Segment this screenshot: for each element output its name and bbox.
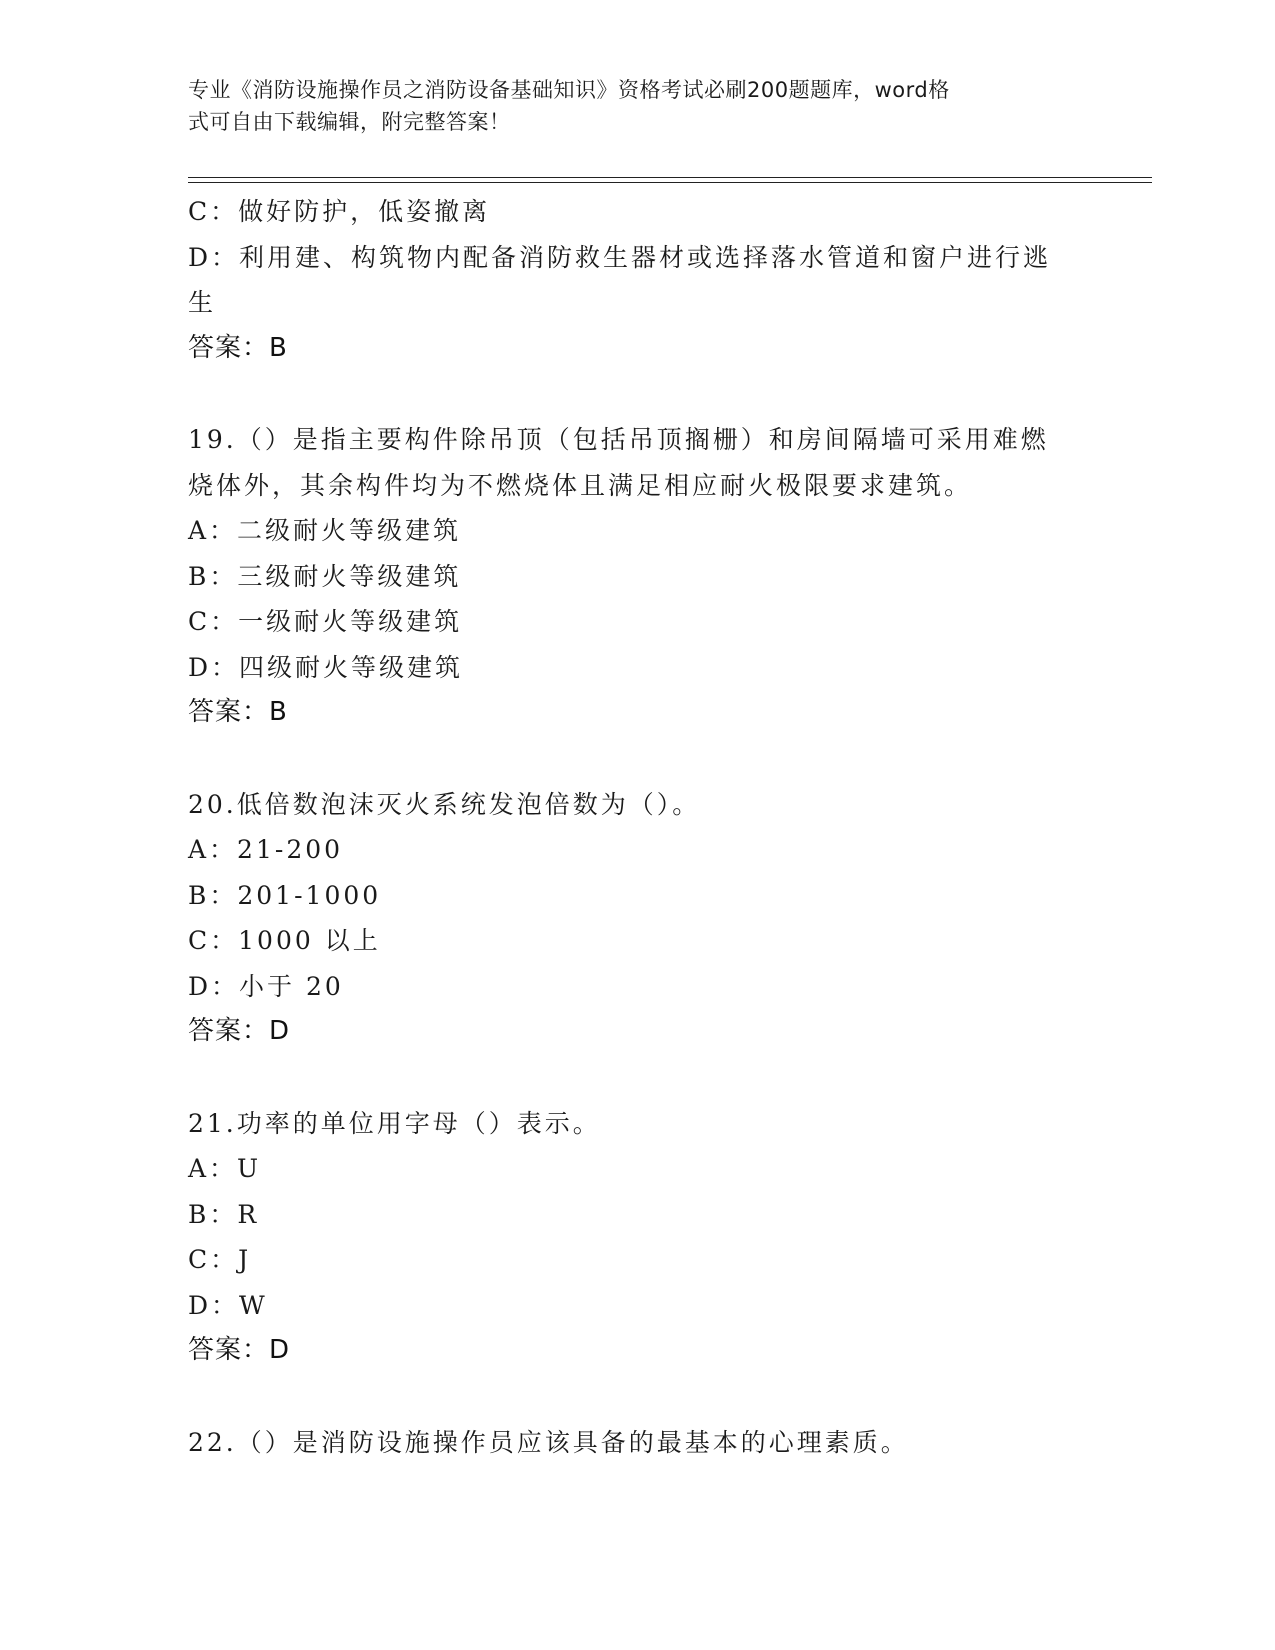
question-list: [188, 189, 1088, 1465]
header-divider-bottom: [188, 182, 1152, 183]
question-19: [188, 417, 1088, 736]
answer: 答案：D: [188, 1335, 291, 1365]
option-b: B：R: [188, 1199, 260, 1229]
question-gap: [188, 371, 1088, 417]
answer: 答案：B: [188, 332, 288, 363]
answer: 答案：D: [188, 1016, 291, 1046]
question-22: [188, 1420, 1088, 1466]
header-line-1: 专业《消防设施操作员之消防设备基础知识》资格考试必刷200题题库，word格: [188, 78, 950, 102]
option-c: C：一级耐火等级建筑: [188, 607, 463, 636]
document-header: [188, 74, 1068, 138]
question-gap: [188, 1374, 1088, 1420]
option-a: A：21-200: [188, 835, 344, 864]
option-d: D：利用建、构筑物内配备消防救生器材或选择落水管道和窗户进行逃: [188, 242, 1052, 272]
answer: 答案：B: [188, 697, 288, 727]
option-a: A：U: [188, 1154, 262, 1183]
question-gap: [188, 1055, 1088, 1101]
option-b: B：201-1000: [188, 880, 382, 910]
option-b: B：三级耐火等级建筑: [188, 561, 462, 591]
question-stem: 21.功率的单位用字母（）表示。: [188, 1108, 601, 1138]
option-c: C：做好防护，低姿撤离: [188, 197, 491, 226]
option-d: D：四级耐火等级建筑: [188, 652, 464, 682]
option-d-continued: 生: [188, 288, 217, 317]
question-stem-continued: 烧体外，其余构件均为不燃烧体且满足相应耐火极限要求建筑。: [188, 470, 973, 500]
option-c: C：1000 以上: [188, 926, 381, 955]
question-stem: 19.（）是指主要构件除吊顶（包括吊顶搁栅）和房间隔墙可采用难燃: [188, 425, 1049, 454]
option-d: D：小于 20: [188, 971, 344, 1001]
header-line-2: 式可自由下载编辑，附完整答案！: [188, 110, 511, 134]
header-divider-top: [188, 177, 1152, 178]
question-21: [188, 1101, 1088, 1374]
question-18-tail: [188, 189, 1088, 371]
question-gap: [188, 736, 1088, 782]
question-20: [188, 782, 1088, 1055]
question-stem: 20.低倍数泡沫灭火系统发泡倍数为（）。: [188, 789, 701, 819]
option-d: D：W: [188, 1290, 268, 1320]
question-stem: 22.（）是消防设施操作员应该具备的最基本的心理素质。: [188, 1427, 909, 1457]
option-c: C：J: [188, 1245, 252, 1274]
option-a: A：二级耐火等级建筑: [188, 516, 462, 545]
